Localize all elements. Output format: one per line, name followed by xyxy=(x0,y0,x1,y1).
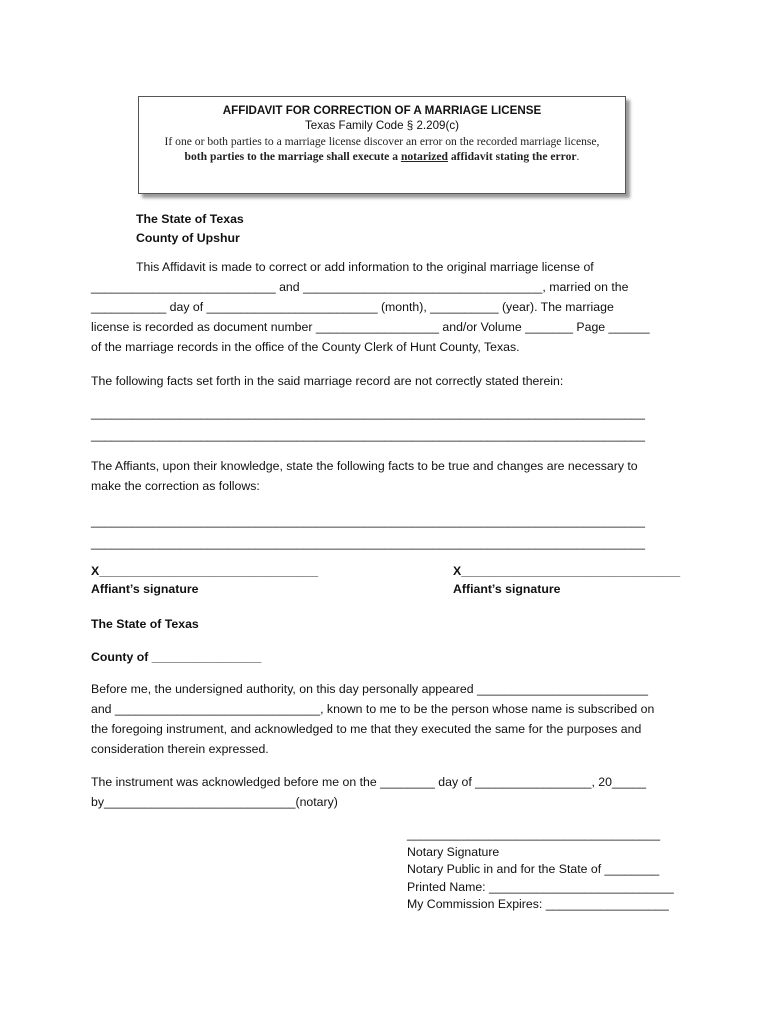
before-paragraph xyxy=(91,679,691,759)
correction-blank-line: _________________________________________________________________________________ xyxy=(91,536,645,550)
commission-expires-label: My Commission Expires: __________________ xyxy=(407,897,669,911)
acknowledgment-paragraph xyxy=(91,772,691,812)
affiants-paragraph xyxy=(91,456,691,496)
note-underlined-text: notarized xyxy=(400,150,448,163)
header-note xyxy=(139,134,625,164)
notary-block xyxy=(407,826,707,914)
before-line: consideration therein expressed. xyxy=(91,742,269,756)
intro-paragraph xyxy=(91,257,691,357)
note-end: . xyxy=(576,150,580,163)
before-line: the foregoing instrument, and acknowledged to me that they executed the same for the purposes and xyxy=(91,722,642,736)
intro-line: ___________ day of _________________________ (month), __________ (year). The marriage xyxy=(91,300,614,314)
before-line: Before me, the undersigned authority, on this day personally appeared _________________________ xyxy=(91,682,648,696)
correction-blank-line: _________________________________________________________________________________ xyxy=(91,514,645,528)
header-box xyxy=(138,96,626,194)
note-bold-text-2: affidavit stating the error xyxy=(447,150,577,163)
ack-line: by____________________________(notary) xyxy=(91,795,338,809)
affiant-signature-line-1: X________________________________ xyxy=(91,564,319,578)
before-line: and ______________________________, known to me to be the person whose name is subscribed on xyxy=(91,702,655,716)
notary-signature-label: Notary Signature xyxy=(407,844,500,859)
document-subtitle: Texas Family Code § 2.209(c) xyxy=(304,119,459,132)
notary-public-label: Notary Public in and for the State of ________ xyxy=(407,862,660,876)
affiants-line: make the correction as follows: xyxy=(91,479,260,493)
state-label: The State of Texas xyxy=(136,212,244,226)
document-title: AFFIDAVIT FOR CORRECTION OF A MARRIAGE LICENSE xyxy=(222,104,542,117)
facts-label: The following facts set forth in the said marriage record are not correctly stated therein: xyxy=(91,374,564,388)
note-text: If one or both parties to a marriage license discover an error on the recorded marriage license, xyxy=(164,135,600,148)
county-label: County of Upshur xyxy=(136,231,240,245)
intro-line: of the marriage records in the office of the County Clerk of Hunt County, Texas. xyxy=(91,340,520,354)
affiant-signature-line-2: X________________________________ xyxy=(453,564,681,578)
notary-signature-line: _____________________________________ xyxy=(407,827,661,841)
intro-line: This Affidavit is made to correct or add information to the original marriage license of xyxy=(136,260,594,274)
printed-name-label: Printed Name: ___________________________ xyxy=(407,879,674,894)
affiant-signature-label-1: Affiant’s signature xyxy=(91,582,199,596)
state-label-2: The State of Texas xyxy=(91,617,199,631)
affiants-line: The Affiants, upon their knowledge, state the following facts to be true and changes are necessary to xyxy=(91,459,638,473)
intro-line: license is recorded as document number __________________ and/or Volume _______ Page ______ xyxy=(91,320,650,334)
facts-blank-line: _________________________________________________________________________________ xyxy=(91,428,645,442)
facts-blank-line: _________________________________________________________________________________ xyxy=(91,406,645,420)
county-label-2: County of ________________ xyxy=(91,650,262,664)
intro-line: ___________________________ and ___________________________________, married on the xyxy=(91,280,629,294)
note-bold-text: both parties to the marriage shall execute a xyxy=(184,150,401,163)
ack-line: The instrument was acknowledged before me on the ________ day of _________________, 20_____ xyxy=(91,775,647,789)
affiant-signature-label-2: Affiant’s signature xyxy=(453,582,561,596)
